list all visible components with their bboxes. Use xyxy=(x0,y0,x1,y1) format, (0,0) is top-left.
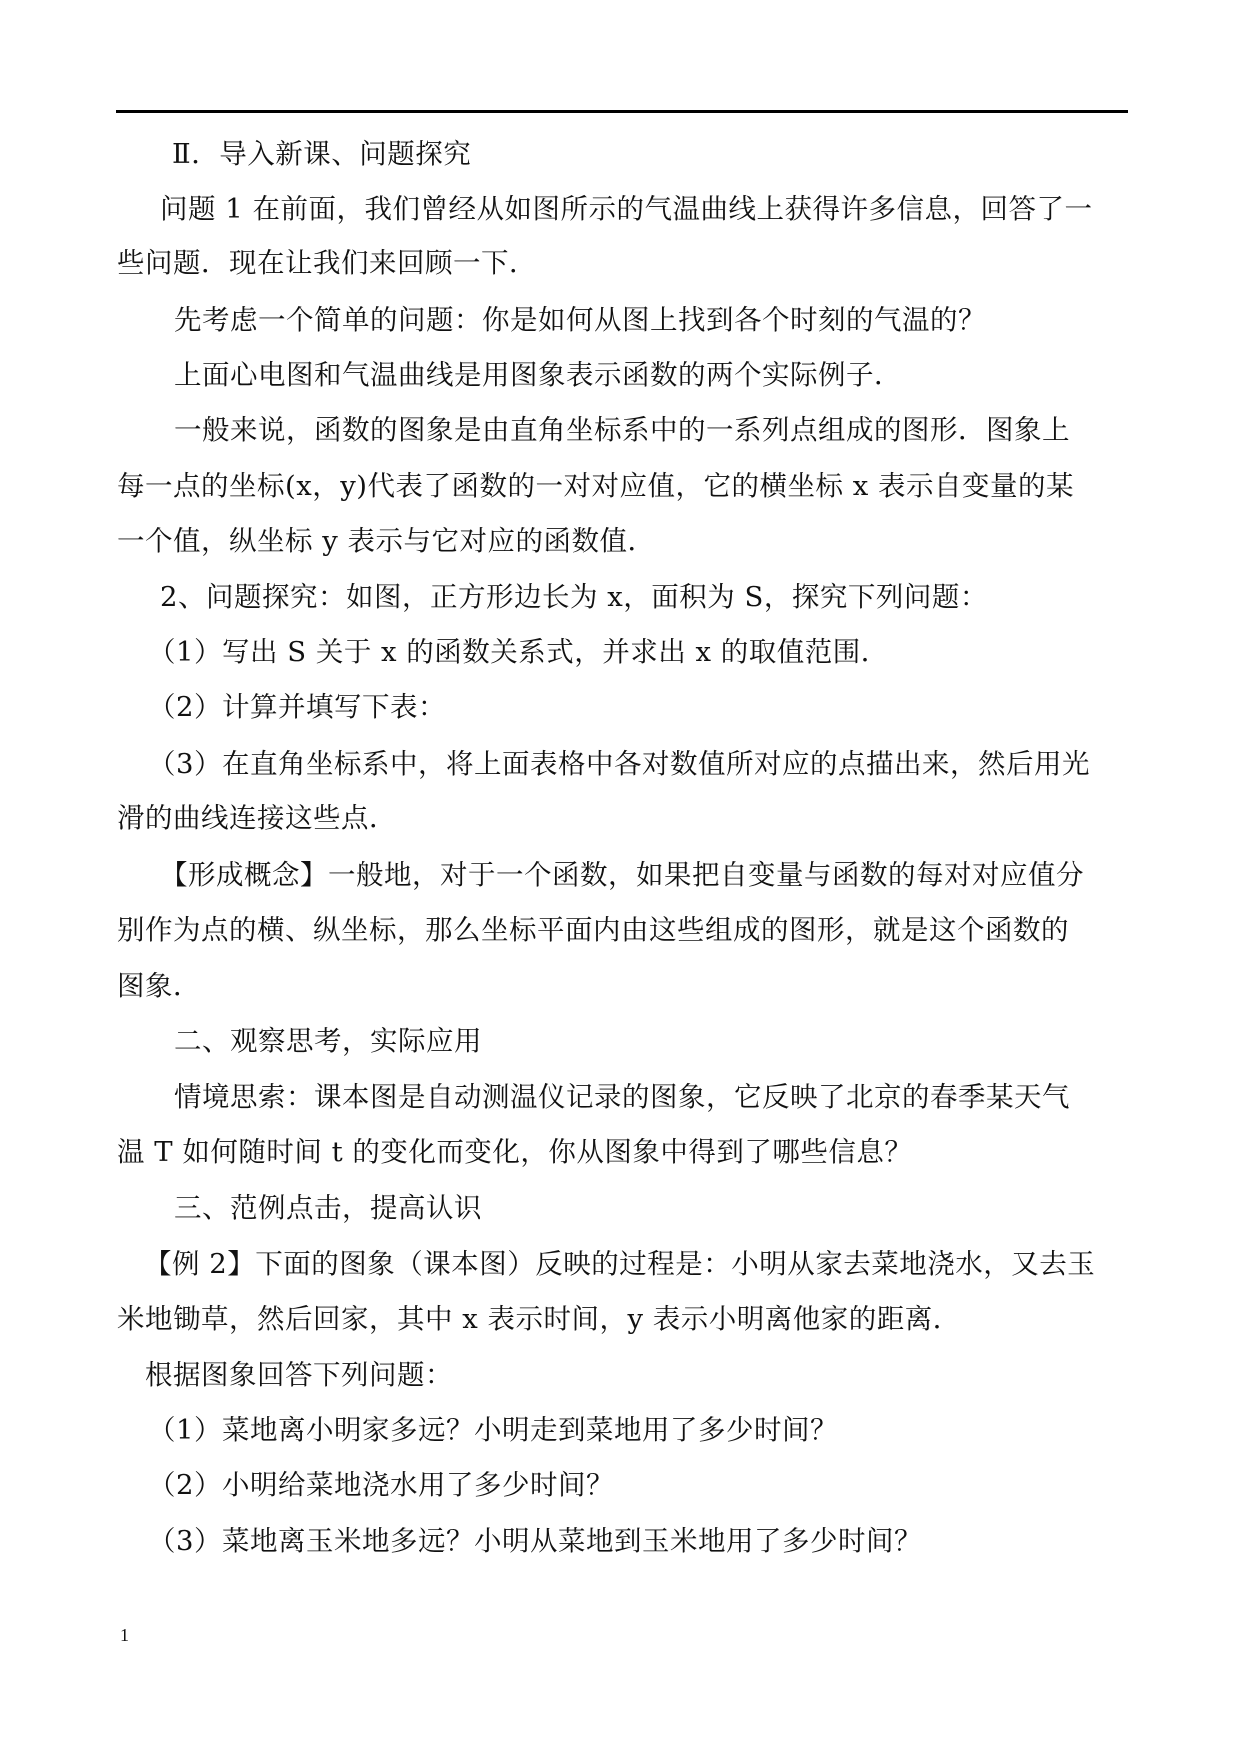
text-line: 【形成概念】一般地，对于一个函数，如果把自变量与函数的每对对应值分 xyxy=(160,859,1084,891)
text-line: 米地锄草，然后回家，其中 x 表示时间，y 表示小明离他家的距离． xyxy=(117,1303,961,1335)
text-line: Ⅱ．导入新课、问题探究 xyxy=(172,138,472,170)
text-line: 2、问题探究：如图，正方形边长为 x，面积为 S，探究下列问题： xyxy=(160,581,988,613)
text-line: （3）菜地离玉米地多远？小明从菜地到玉米地用了多少时间？ xyxy=(148,1525,922,1557)
page-number: 1 xyxy=(120,1625,129,1645)
text-line: 一般来说，函数的图象是由直角坐标系中的一系列点组成的图形．图象上 xyxy=(174,414,1070,446)
text-line: 先考虑一个简单的问题：你是如何从图上找到各个时刻的气温的？ xyxy=(174,304,986,336)
text-line: 滑的曲线连接这些点． xyxy=(117,802,397,834)
text-line: 问题 1 在前面，我们曾经从如图所示的气温曲线上获得许多信息，回答了一 xyxy=(160,193,1093,225)
text-line: 图象． xyxy=(117,970,201,1002)
text-line: 温 T 如何随时间 t 的变化而变化，你从图象中得到了哪些信息？ xyxy=(117,1136,913,1168)
text-line: （2）小明给菜地浇水用了多少时间？ xyxy=(148,1469,614,1501)
text-line: 二、观察思考，实际应用 xyxy=(174,1025,482,1057)
header-rule xyxy=(116,110,1128,113)
text-line: 【例 2】下面的图象（课本图）反映的过程是：小明从家去菜地浇水，又去玉 xyxy=(144,1248,1096,1280)
text-line: 根据图象回答下列问题： xyxy=(145,1359,453,1391)
text-line: 别作为点的横、纵坐标，那么坐标平面内由这些组成的图形，就是这个函数的 xyxy=(117,914,1069,946)
text-line: （1）写出 S 关于 x 的函数关系式，并求出 x 的取值范围． xyxy=(148,636,889,668)
text-line: 三、范例点击，提高认识 xyxy=(174,1192,482,1224)
text-line: （1）菜地离小明家多远？小明走到菜地用了多少时间？ xyxy=(148,1414,838,1446)
text-line: 些问题．现在让我们来回顾一下． xyxy=(117,247,537,279)
text-line: 情境思索：课本图是自动测温仪记录的图象，它反映了北京的春季某天气 xyxy=(174,1081,1070,1113)
text-line: 上面心电图和气温曲线是用图象表示函数的两个实际例子． xyxy=(174,359,902,391)
text-line: （3）在直角坐标系中，将上面表格中各对数值所对应的点描出来，然后用光 xyxy=(148,748,1090,780)
text-line: （2）计算并填写下表： xyxy=(148,691,446,723)
text-line: 一个值，纵坐标 y 表示与它对应的函数值． xyxy=(117,525,656,557)
text-line: 每一点的坐标(x，y)代表了函数的一对对应值，它的横坐标 x 表示自变量的某 xyxy=(117,470,1074,502)
